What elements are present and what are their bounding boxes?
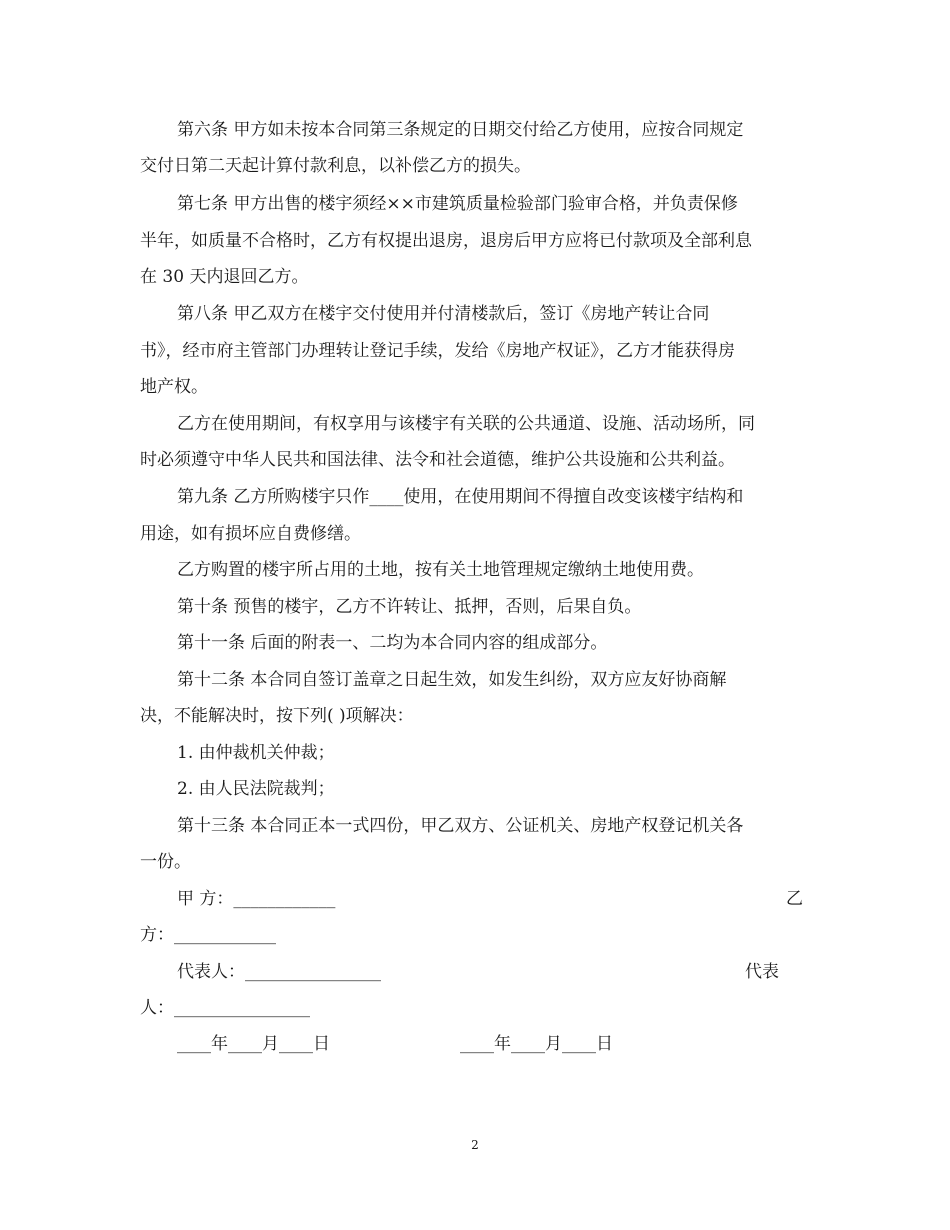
usage-rights-line-2: 时必须遵守中华人民共和国法律、法令和社会道德，维护公共设施和公共利益。 <box>140 450 735 470</box>
article-7-line-3: 在 30 天内退回乙方。 <box>140 267 309 287</box>
article-8-line-1: 第八条 甲乙双方在楼宇交付使用并付清楼款后，签订《房地产转让合同 <box>177 304 710 324</box>
article-12-line-2: 决，不能解决时，按下列( )项解决： <box>140 706 414 726</box>
party-b-signature-head: 乙 <box>786 889 803 909</box>
article-13-line-1: 第十三条 本合同正本一式四份，甲乙双方、公证机关、房地产权登记机关各 <box>177 816 744 836</box>
option-1-line: 1. 由仲裁机关仲裁； <box>177 743 335 763</box>
article-7-line-1: 第七条 甲方出售的楼宇须经××市建筑质量检验部门验审合格，并负责保修 <box>177 194 738 214</box>
article-9-line-1: 第九条 乙方所购楼宇只作____使用，在使用期间不得擅自改变该楼宇结构和 <box>177 487 744 507</box>
party-b-signature-tail: 方：____________ <box>140 925 276 945</box>
article-8-line-3: 地产权。 <box>140 377 208 397</box>
representative-a: 代表人：________________ <box>177 962 381 982</box>
party-a-signature: 甲 方：____________ <box>177 889 336 909</box>
article-7-line-2: 半年，如质量不合格时，乙方有权提出退房，退房后甲方应将已付款项及全部利息 <box>140 231 752 251</box>
article-9-line-2: 用途，如有损坏应自费修缮。 <box>140 524 361 544</box>
article-6-line-1: 第六条 甲方如未按本合同第三条规定的日期交付给乙方使用，应按合同规定 <box>177 120 744 140</box>
article-6-line-2: 交付日第二天起计算付款利息，以补偿乙方的损失。 <box>140 156 531 176</box>
article-11-line: 第十一条 后面的附表一、二均为本合同内容的组成部分。 <box>177 633 608 653</box>
usage-rights-line-1: 乙方在使用期间，有权享用与该楼宇有关联的公共通道、设施、活动场所，同 <box>177 414 755 434</box>
article-13-line-2: 一份。 <box>140 852 191 872</box>
date-party-a: ____年____月____日 <box>177 1034 330 1054</box>
article-12-line-1: 第十二条 本合同自签订盖章之日起生效，如发生纠纷，双方应友好协商解 <box>177 670 727 690</box>
article-8-line-2: 书》，经市府主管部门办理转让登记手续，发给《房地产权证》，乙方才能获得房 <box>140 341 735 361</box>
option-2-line: 2. 由人民法院裁判； <box>177 779 335 799</box>
land-fee-line: 乙方购置的楼宇所占用的土地，按有关土地管理规定缴纳土地使用费。 <box>177 560 704 580</box>
representative-b-head: 代表 <box>745 962 779 982</box>
representative-b-tail: 人：________________ <box>140 998 310 1018</box>
page-number: 2 <box>471 1138 479 1152</box>
article-10-line: 第十条 预售的楼宇，乙方不许转让、抵押，否则，后果自负。 <box>177 597 642 617</box>
date-party-b: ____年____月____日 <box>460 1034 613 1054</box>
